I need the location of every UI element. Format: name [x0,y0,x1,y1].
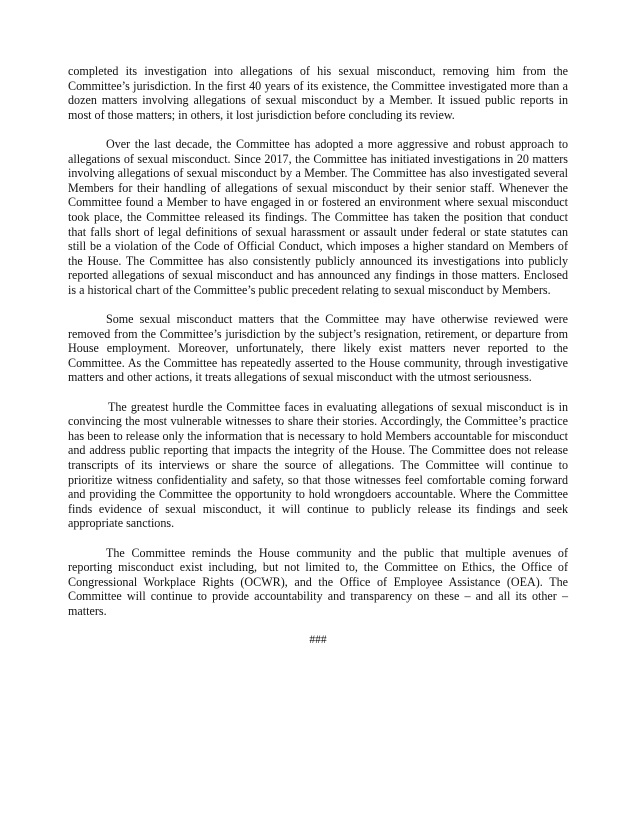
paragraph-approach: Over the last decade, the Committee has adopted a more aggressive and robust approach to allegations of sexual misconduct. Since 2017, the Committee has initiated investigations in 20 matters involving allegations of sexual misconduct by a Member. The Committee has also investigated several Members for their handling of allegations of sexual misconduct by their senior staff. Whenever the Committee found a Member to have engaged in or fostered an environment where sexual misconduct took place, the Committee released its findings. The Committee has taken the position that conduct that falls short of legal definitions of sexual harassment or assault under federal or state statutes can still be a violation of the Code of Official Conduct, which imposes a higher standard on Members of the House. The Committee has also consistently publicly announced its investigations into publicly reported allegations of sexual misconduct and has announced any findings in those matters. Enclosed is a historical chart of the Committee’s public precedent relating to sexual misconduct by Members. [68,136,568,297]
paragraph-reporting-avenues: The Committee reminds the House community and the public that multiple avenues of reporting misconduct exist including, but not limited to, the Committee on Ethics, the Office of Congressional Workplace Rights (OCWR), and the Office of Employee Assistance (OEA). The Committee will continue to provide accountability and transparency on these – and all its other – matters. [68,545,568,618]
paragraph-continuation: completed its investigation into allegations of his sexual misconduct, removing him from the Committee’s jurisdiction. In the first 40 years of its existence, the Committee investigated more than a dozen matters involving allegations of sexual misconduct by a Member. It issued public reports in most of those matters; in others, it lost jurisdiction before concluding its review. [68,64,568,122]
paragraph-jurisdiction: Some sexual misconduct matters that the Committee may have otherwise reviewed were removed from the Committee’s jurisdiction by the subject’s resignation, retirement, or departure from House employment. Moreover, unfortunately, there likely exist matters never reported to the Committee. As the Committee has repeatedly asserted to the House community, through investigative matters and other actions, it treats allegations of sexual misconduct with the utmost seriousness. [68,312,568,385]
end-mark: ### [309,634,327,647]
paragraph-witnesses: The greatest hurdle the Committee faces in evaluating allegations of sexual misconduct is in convincing the most vulnerable witnesses to share their stories. Accordingly, the Committee’s practice has been to release only the information that is necessary to hold Members accountable for misconduct and address public reporting that impacts the integrity of the House. The Committee does not release transcripts of its interviews or share the source of allegations. The Committee will continue to prioritize witness confidentiality and safety, so that those witnesses feel comfortable coming forward and providing the Committee the opportunity to hold wrongdoers accountable. Where the Committee finds evidence of sexual misconduct, it will continue to publicly release its findings and seek appropriate sanctions. [68,399,568,531]
document-body [68,64,568,648]
